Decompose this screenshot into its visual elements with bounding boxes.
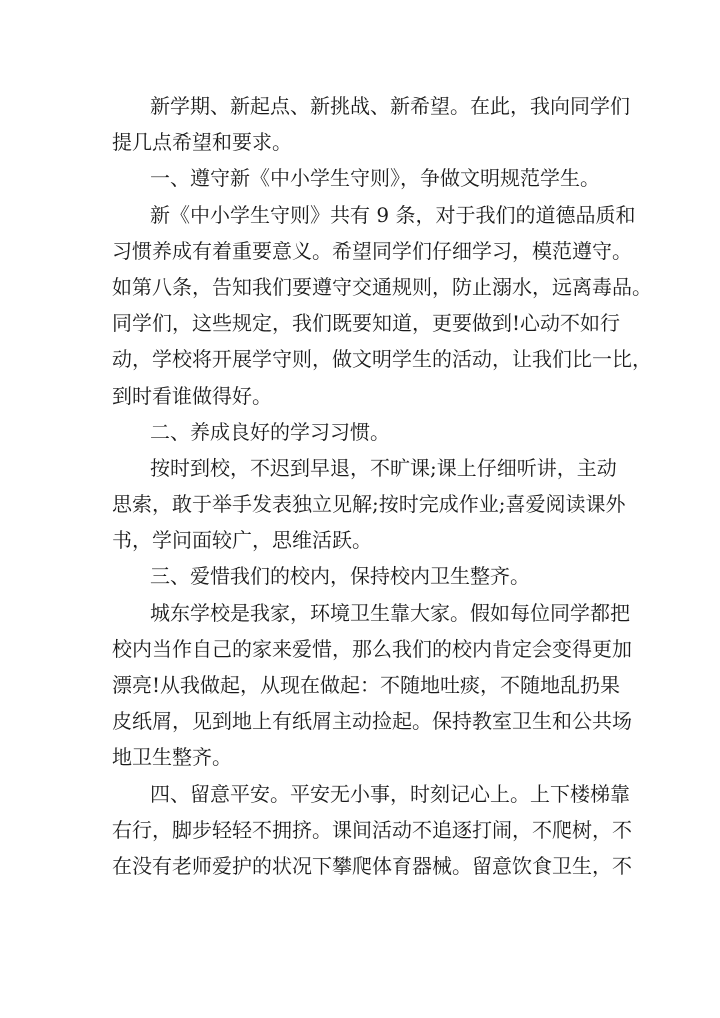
paragraph-line: 新学期、新起点、新挑战、新希望。在此，我向同学们 — [150, 94, 630, 118]
paragraph-line: 同学们，这些规定，我们既要知道，更要做到!心动不如行 — [112, 311, 621, 336]
section-heading: 三、爱惜我们的校内，保持校内卫生整齐。 — [150, 564, 530, 589]
section-heading: 四、留意平安。平安无小事，时刻记心上。上下楼梯靠 — [150, 781, 630, 806]
paragraph-line: 书，学问面较广，思维活跃。 — [112, 528, 372, 553]
paragraph-line: 新《中小学生守则》共有 9 条，对于我们的道德品质和 — [150, 202, 636, 227]
paragraph-line: 提几点希望和要求。 — [112, 130, 292, 155]
paragraph-line: 城东学校是我家，环境卫生靠大家。假如每位同学都把 — [150, 600, 630, 625]
paragraph-line: 右行，脚步轻轻不拥挤。课间活动不追逐打闹，不爬树，不 — [112, 817, 632, 842]
paragraph-line: 到时看谁做得好。 — [112, 383, 272, 408]
document-body — [112, 88, 652, 884]
section-heading: 一、遵守新《中小学生守则》，争做文明规范学生。 — [150, 166, 600, 191]
paragraph-line: 地卫生整齐。 — [112, 745, 232, 770]
paragraph-line: 思索，敢于举手发表独立见解;按时完成作业;喜爱阅读课外 — [112, 492, 626, 517]
paragraph-line: 习惯养成有着重要意义。希望同学们仔细学习，模范遵守。 — [112, 238, 632, 263]
paragraph-line: 动，学校将开展学守则，做文明学生的活动，让我们比一比， — [112, 347, 652, 372]
paragraph-line: 皮纸屑，见到地上有纸屑主动捡起。保持教室卫生和公共场 — [112, 709, 632, 734]
paragraph-line: 按时到校，不迟到早退，不旷课;课上仔细听讲，主动 — [150, 455, 617, 480]
paragraph-line: 校内当作自己的家来爱惜，那么我们的校内肯定会变得更加 — [112, 636, 632, 661]
paragraph-line: 漂亮!从我做起，从现在做起：不随地吐痰，不随地乱扔果 — [112, 673, 621, 697]
paragraph-line: 在没有老师爱护的状况下攀爬体育器械。留意饮食卫生，不 — [112, 853, 632, 878]
paragraph-line: 如第八条，告知我们要遵守交通规则，防止溺水，远离毒品。 — [112, 274, 652, 299]
section-heading: 二、养成良好的学习习惯。 — [150, 419, 390, 444]
